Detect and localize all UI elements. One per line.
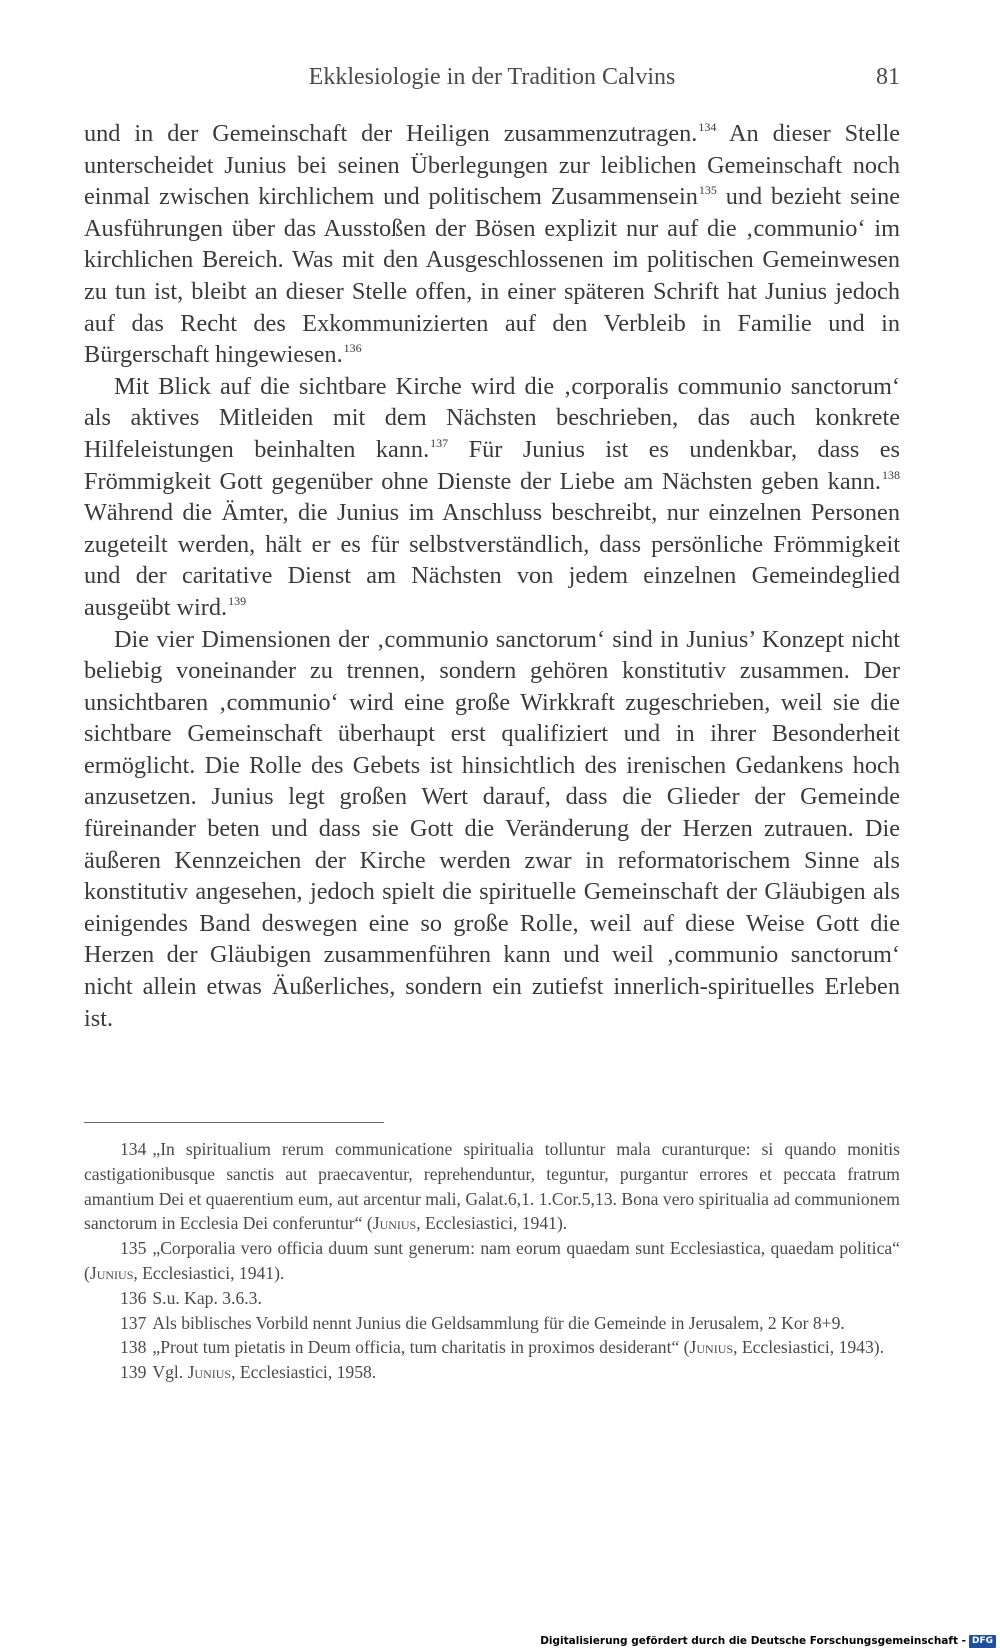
text-segment: Vgl.	[152, 1362, 188, 1383]
footnote	[84, 1236, 900, 1286]
paragraph	[84, 624, 900, 1035]
footnote-number: 139	[120, 1362, 147, 1383]
footnote-reference: 138	[882, 467, 900, 482]
footer-text: Digitalisierung gefördert durch die Deutsche Forschungsgemeinschaft -	[540, 1635, 966, 1647]
digitization-footer	[540, 1633, 996, 1649]
text-segment: Während die Ämter, die Junius im Anschluss beschreibt, nur einzelnen Personen zugeteilt werden, hält er es für selbstverständlich, dass persönliche Frömmigkeit und der caritative Dienst am Nächsten von jedem einzelnen Gemeindeglied ausgeübt wird.	[84, 499, 900, 621]
footnote	[84, 1137, 900, 1236]
text-segment: , Ecclesiastici, 1941).	[133, 1262, 285, 1283]
footnote	[84, 1360, 900, 1385]
footnote-number: 137	[120, 1312, 147, 1333]
footnote-number: 136	[120, 1287, 147, 1308]
text-segment: Für Junius ist es undenkbar, dass es Frömmigkeit Gott gegenüber ohne Dienste der Liebe am Nächsten geben kann.	[84, 435, 900, 495]
text-segment: , Ecclesiastici, 1943).	[733, 1337, 885, 1358]
footnote	[84, 1311, 900, 1336]
author-name: Junius	[689, 1337, 734, 1358]
text-segment: Die vier Dimensionen der ‚communio sanctorum‘ sind in Junius’ Konzept nicht beliebig voneinander zu trennen, sondern gehören konstitutiv zusammen. Der unsichtbaren ‚communio‘ wird eine große Wirkkraft zugeschrieben, weil sie die sichtbare Gemeinschaft überhaupt erst qualifiziert und in ihrer Besonderheit ermöglicht. Die Rolle des Gebets ist hinsichtlich des irenischen Gedankens hoch anzusetzen. Junius legt großen Wert darauf, dass die Glieder der Gemeinde füreinander beten und dass sie Gott die Veränderung der Herzen zutrauen. Die äußeren Kennzeichen der Kirche werden zwar in reformatorischem Sinne als konstitutiv angesehen, jedoch spielt die spirituelle Gemeinschaft der Gläubigen als einigendes Band deswegen eine so große Rolle, weil auf diese Weise Gott die Herzen der Gläubigen zusammenführen kann und weil ‚communio sanctorum‘ nicht allein etwas Äußerliches, sondern ein zutiefst innerlich-spirituelles Erleben ist.	[84, 625, 900, 1032]
text-segment: „Corporalia vero officia duum sunt generum: nam eorum quaedam sunt Ecclesiastica, quaedam politica“ (	[84, 1238, 900, 1283]
text-segment: „In spiritualium rerum communicatione spiritualia tolluntur mala curanturque: si quando monitis castigationibusque sanctis aut praecaventur, reprehenduntur, teguntur, purgantur errores et peccata fratrum amantium Dei et quaerentium eum, aut arcentur mali, Galat.6,1. 1.Cor.5,13. Bona vero spiritualia ad communionem sanctorum in Ecclesia Dei conferuntur“ (	[84, 1139, 900, 1234]
footnote-number: 135	[120, 1238, 147, 1259]
text-segment: Als biblisches Vorbild nennt Junius die Geldsammlung für die Gemeinde in Jerusalem, 2 Kor 8+9.	[152, 1312, 845, 1333]
footnote-number: 138	[120, 1337, 147, 1358]
footnote	[84, 1335, 900, 1360]
author-name: Junius	[372, 1213, 417, 1234]
author-name: Junius	[187, 1362, 232, 1383]
page-header	[84, 64, 900, 104]
page-number: 81	[876, 64, 900, 90]
footnotes	[84, 1137, 900, 1385]
text-segment: Mit Blick auf die sichtbare Kirche wird die ‚corporalis communio sanctorum‘ als aktives Mitleiden mit dem Nächsten beschrieben, das auch konkrete Hilfeleistungen beinhalten kann.	[84, 372, 900, 463]
footnote-reference: 136	[343, 341, 362, 356]
footnote-number: 134	[120, 1139, 147, 1159]
text-segment: , Ecclesiastici, 1941).	[416, 1213, 568, 1234]
footnote-separator	[84, 1122, 384, 1123]
text-segment: und bezieht seine Ausführungen über das Ausstoßen der Bösen explizit nur auf die ‚communio‘ im kirchlichen Bereich. Was mit den Ausgeschlossenen im politischen Gemeinwesen zu tun ist, bleibt an dieser Stelle offen, in einer späteren Schrift hat Junius jedoch auf das Recht des Exkommunizierten auf den Verbleib in Familie und in Bürgerschaft hingewiesen.	[84, 183, 901, 369]
footnote-reference: 135	[698, 183, 717, 198]
text-segment: und in der Gemeinschaft der Heiligen zusammenzutragen.	[84, 120, 698, 147]
footnote-reference: 137	[430, 435, 449, 450]
paragraph	[84, 118, 900, 371]
text-segment: „Prout tum pietatis in Deum officia, tum charitatis in proximos desiderant“ (	[152, 1337, 690, 1358]
running-title: Ekklesiologie in der Tradition Calvins	[308, 64, 676, 90]
text-segment: S.u. Kap. 3.6.3.	[152, 1287, 262, 1308]
footnote	[84, 1286, 900, 1311]
paragraph	[84, 371, 900, 624]
text-segment: An dieser Stelle unterscheidet Junius bei seinen Überlegungen zur leiblichen Gemeinschaft noch einmal zwischen kirchlichem und politischem Zusammensein	[84, 120, 900, 211]
text-segment: , Ecclesiastici, 1958.	[231, 1362, 377, 1383]
footnote-reference: 134	[698, 120, 717, 134]
footnote-reference: 139	[228, 593, 247, 608]
author-name: Junius	[89, 1262, 134, 1283]
dfg-logo: DFG	[969, 1635, 996, 1648]
body-text	[84, 118, 900, 1034]
